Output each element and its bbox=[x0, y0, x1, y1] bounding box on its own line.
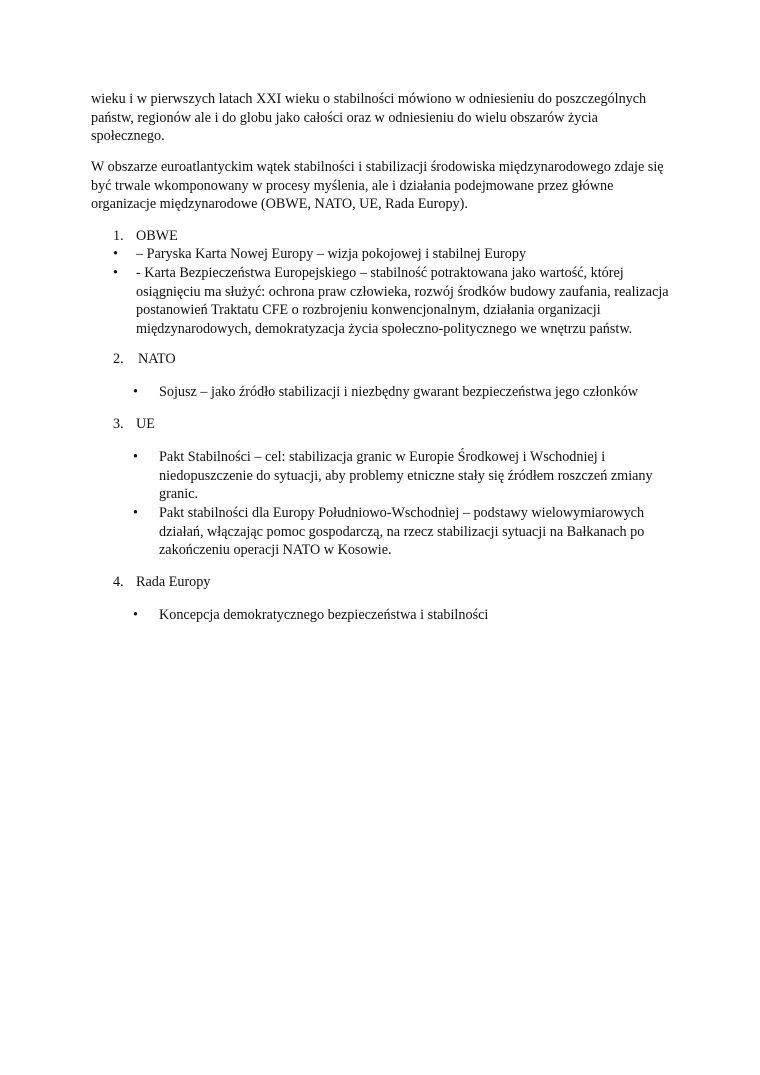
text-line: niedopuszczenie do sytuacji, aby problemy etniczne stały się źródłem roszczeń zmiany bbox=[159, 467, 653, 484]
bullet-icon: • bbox=[113, 265, 118, 281]
list-item-text bbox=[159, 504, 673, 560]
text-line: międzynarodowych, demokratyzacja życia społeczno-politycznego we wnętrzu państw. bbox=[136, 321, 633, 338]
text-line: - Karta Bezpieczeństwa Europejskiego – stabilność potraktowana jako wartość, której bbox=[136, 265, 624, 281]
list-number: 1. bbox=[113, 228, 124, 244]
text-line: działań, włączając pomoc gospodarczą, na rzecz stabilizacji sytuacji na Bałkanach po bbox=[159, 523, 645, 540]
text-line: zakończeniu operacji NATO w Kosowie. bbox=[159, 542, 392, 559]
text-line: organizacje międzynarodowe (OBWE, NATO, UE, Rada Europy). bbox=[91, 196, 468, 213]
list-number: 3. bbox=[113, 416, 124, 432]
list-item-text bbox=[159, 448, 673, 504]
list-item bbox=[133, 606, 673, 625]
text-line: osiągnięciu ma służyć: ochrona praw człowieka, rozwój środków budowy zaufania, realizacja bbox=[136, 283, 669, 300]
bullet-icon: • bbox=[133, 505, 138, 521]
text-line: być trwale wkomponowany w procesy myślenia, ale i działania podejmowane przez główne bbox=[91, 177, 614, 194]
bullet-icon: • bbox=[133, 449, 138, 465]
bullet-icon: • bbox=[113, 246, 118, 262]
list-item bbox=[133, 448, 673, 504]
intro-paragraph-2 bbox=[91, 158, 681, 214]
list-item bbox=[133, 504, 673, 560]
intro-paragraph-1 bbox=[91, 90, 681, 146]
text-line: Pakt Stabilności – cel: stabilizacja granic w Europie Środkowej i Wschodniej i bbox=[159, 449, 606, 465]
section-title: NATO bbox=[138, 351, 176, 367]
bullet-icon: • bbox=[133, 607, 138, 623]
list-item-text bbox=[136, 264, 673, 339]
list-item-text: – Paryska Karta Nowej Europy – wizja pokojowej i stabilnej Europy bbox=[136, 246, 527, 262]
list-item-text: Koncepcja demokratycznego bezpieczeństwa i stabilności bbox=[159, 607, 489, 623]
list-item bbox=[113, 264, 673, 339]
section-title: Rada Europy bbox=[136, 574, 211, 590]
list-number: 4. bbox=[113, 574, 124, 590]
section-title: UE bbox=[136, 416, 155, 432]
list-item bbox=[133, 383, 673, 402]
list-item bbox=[113, 245, 673, 264]
text-line: wieku i w pierwszych latach XXI wieku o stabilności mówiono w odniesieniu do poszczególnych bbox=[91, 91, 647, 107]
list-number: 2. bbox=[113, 351, 124, 367]
text-line: społecznego. bbox=[91, 128, 165, 145]
section-title: OBWE bbox=[136, 228, 178, 244]
text-line: W obszarze euroatlantyckim wątek stabilności i stabilizacji środowiska międzynarodowego zdaje się bbox=[91, 159, 664, 175]
list-item-text: Sojusz – jako źródło stabilizacji i niezbędny gwarant bezpieczeństwa jego członków bbox=[159, 384, 639, 400]
bullet-icon: • bbox=[133, 384, 138, 400]
text-line: postanowień Traktatu CFE o rozbrojeniu konwencjonalnym, działania organizacji bbox=[136, 302, 601, 319]
text-line: Pakt stabilności dla Europy Południowo-Wschodniej – podstawy wielowymiarowych bbox=[159, 505, 645, 521]
text-line: granic. bbox=[159, 486, 198, 503]
text-line: państw, regionów ale i do globu jako całości oraz w odniesieniu do wielu obszarów życia bbox=[91, 109, 598, 126]
